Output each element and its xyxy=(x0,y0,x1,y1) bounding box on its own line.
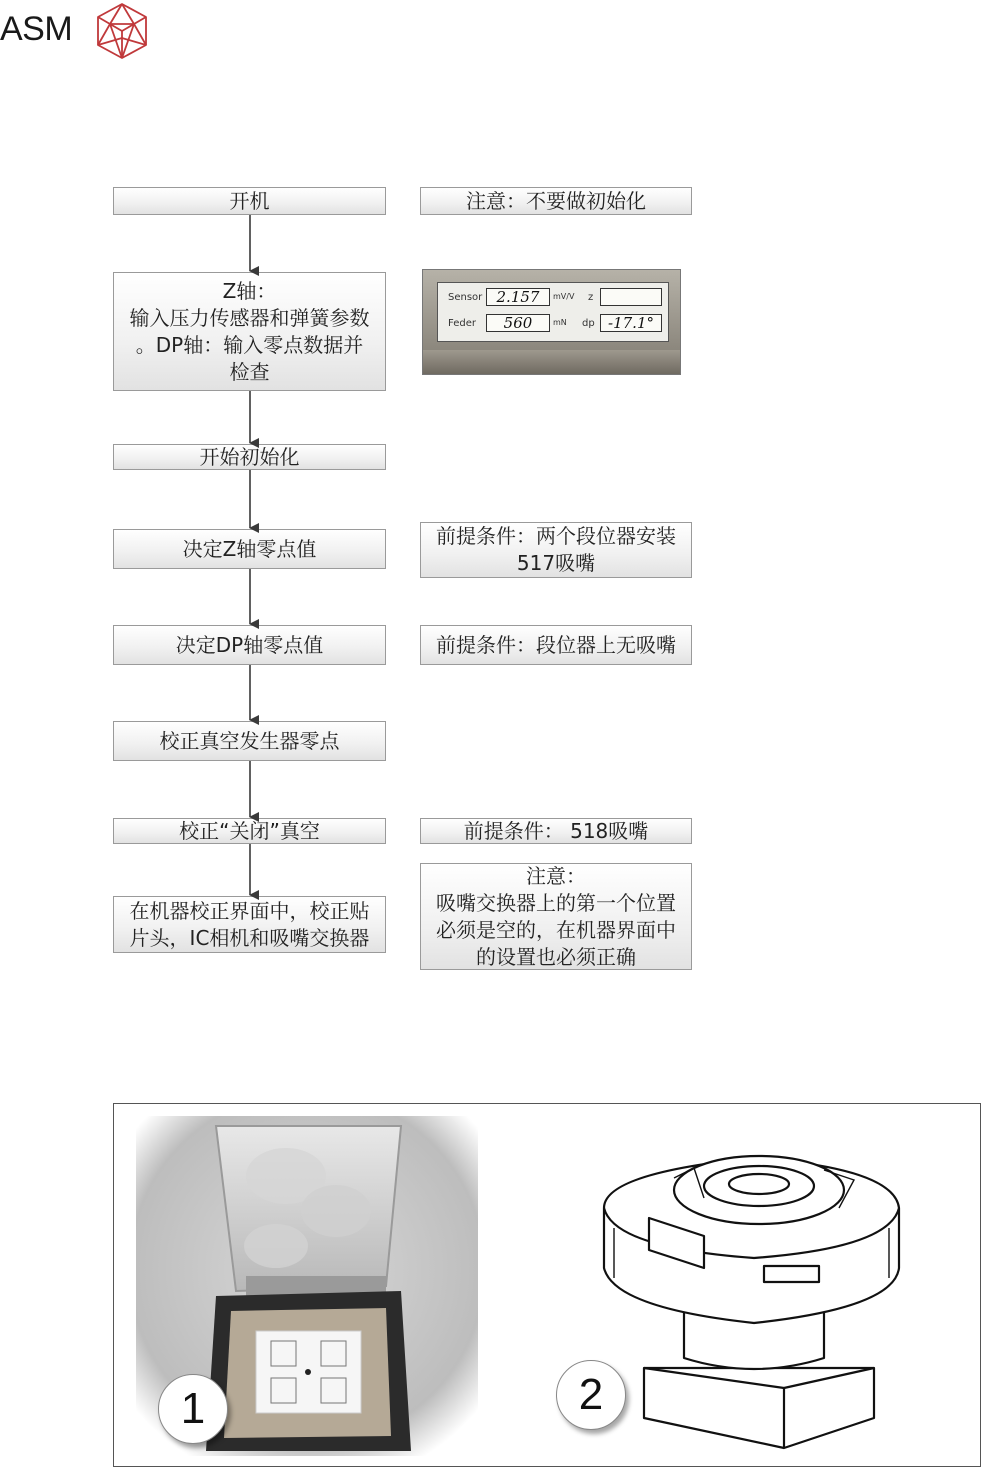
sensor-photo-base xyxy=(423,350,681,375)
figure-number-1: 1 xyxy=(158,1374,228,1444)
step-vacuum-off: 校正“关闭”真空 xyxy=(113,818,386,844)
step-vacuum-zero: 校正真空发生器零点 xyxy=(113,721,386,761)
note-vacuum-prerequisite: 前提条件： 518吸嘴 xyxy=(420,818,692,844)
step-input-parameters: Z轴： 输入压力传感器和弹簧参数 。DP轴：输入零点数据并 检查 xyxy=(113,272,386,391)
note-dp-prerequisite: 前提条件：段位器上无吸嘴 xyxy=(420,625,692,665)
step-z-zero: 决定Z轴零点值 xyxy=(113,529,386,569)
note-z-prerequisite: 前提条件：两个段位器安装 517吸嘴 xyxy=(420,522,692,578)
figures-frame xyxy=(113,1103,981,1467)
feder-value: 560 xyxy=(486,314,550,332)
note-calibration: 注意： 吸嘴交换器上的第一个位置 必须是空的，在机器界面中 的设置也必须正确 xyxy=(420,863,692,970)
dp-label: dp xyxy=(582,318,595,329)
z-value xyxy=(600,288,662,306)
note-no-init: 注意：不要做初始化 xyxy=(420,187,692,215)
logo-text: ASM xyxy=(0,10,73,48)
z-label: z xyxy=(588,292,594,303)
figure-number-2: 2 xyxy=(556,1360,626,1430)
sensor-value: 2.157 xyxy=(486,288,550,306)
step-start-init: 开始初始化 xyxy=(113,444,386,470)
sensor-label-photo xyxy=(422,269,681,375)
step-dp-zero: 决定DP轴零点值 xyxy=(113,625,386,665)
step-machine-calibration: 在机器校正界面中，校正贴 片头，IC相机和吸嘴交换器 xyxy=(113,896,386,953)
step-power-on: 开机 xyxy=(113,187,386,215)
feder-label: Feder xyxy=(448,318,476,329)
sensor-label-panel xyxy=(437,282,669,342)
feder-unit: mN xyxy=(553,318,567,327)
sensor-unit: mV/V xyxy=(553,292,575,301)
sensor-label: Sensor xyxy=(448,292,483,303)
dp-value: -17.1° xyxy=(600,314,662,332)
